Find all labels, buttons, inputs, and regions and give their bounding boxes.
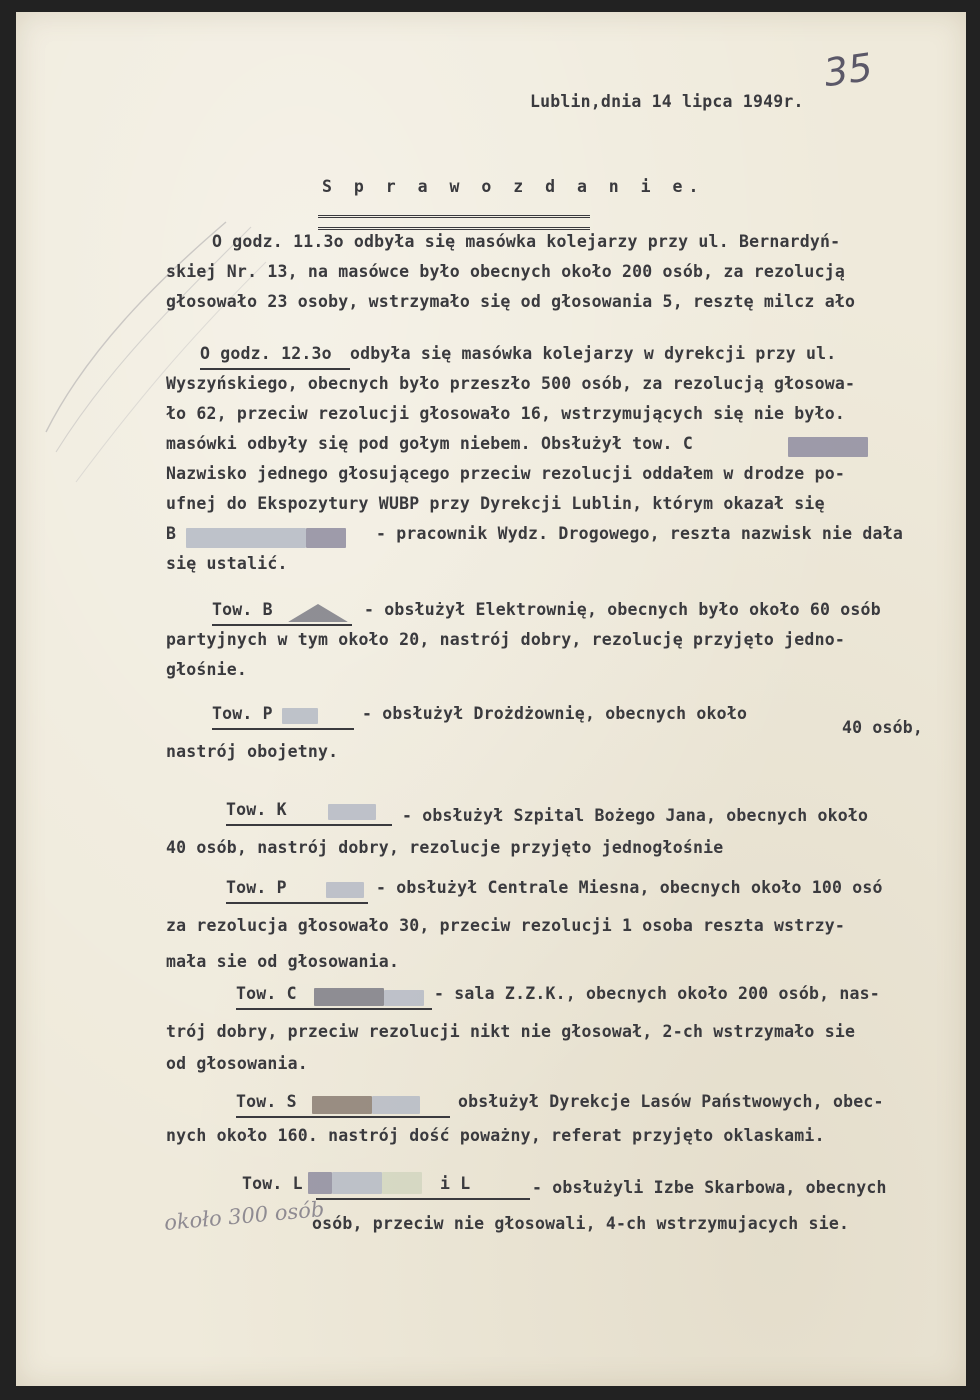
p2-line-4: masówki odbyły się pod gołym niebem. Obsłużył tow. C xyxy=(166,434,693,453)
document-title: S p r a w o z d a n i e. xyxy=(322,177,705,196)
p9-line-1: - obsłużyli Izbe Skarbowa, obecnych xyxy=(532,1178,887,1197)
redaction xyxy=(314,988,384,1006)
p6-line-3: mała sie od głosowania. xyxy=(166,952,400,971)
name-underline xyxy=(226,902,368,904)
name-underline xyxy=(226,824,392,826)
p2-line-5: Nazwisko jednego głosującego przeciw rezolucji oddałem w drodze po- xyxy=(166,464,845,483)
p2-line-2: Wyszyńskiego, obecnych było przeszło 500 osób, za rezolucją głosowa- xyxy=(166,374,856,393)
name-underline xyxy=(212,624,352,626)
p8-name: Tow. S xyxy=(236,1092,297,1111)
p5-line-2: 40 osób, nastrój dobry, rezolucje przyjęto jednogłośnie xyxy=(166,838,724,857)
p4-name: Tow. P xyxy=(212,704,273,723)
redaction xyxy=(332,1172,382,1194)
name-underline xyxy=(212,728,354,730)
date-line: Lublin,dnia 14 lipca 1949r. xyxy=(530,92,804,111)
p1-line-1: O godz. 11.3o odbyła się masówka kolejarzy przy ul. Bernardyń- xyxy=(212,232,841,251)
p2-line-6: ufnej do Ekspozytury WUBP przy Dyrekcji Lublin, którym okazał się xyxy=(166,494,825,513)
p8-line-2: nych około 160. nastrój dość poważny, referat przyjęto oklaskami. xyxy=(166,1126,825,1145)
p2-line-8: się ustalić. xyxy=(166,554,288,573)
redaction xyxy=(326,882,364,898)
title-underline xyxy=(318,215,590,230)
redaction xyxy=(186,528,306,548)
p8-line-1: obsłużył Dyrekcje Lasów Państwowych, obec- xyxy=(458,1092,884,1111)
p2-line-1: odbyła się masówka kolejarzy w dyrekcji przy ul. xyxy=(350,344,837,363)
redaction xyxy=(382,1172,422,1194)
redaction xyxy=(282,708,318,724)
p6-line-1: - obsłużył Centrale Miesna, obecnych około 100 osó xyxy=(376,878,883,897)
p4-line-1: - obsłużył Drożdżownię, obecnych około xyxy=(362,704,748,723)
p9-name-right: i L xyxy=(440,1174,471,1193)
document-page xyxy=(16,12,966,1386)
redaction xyxy=(288,604,348,622)
p9-line-2: osób, przeciw nie głosowali, 4-ch wstrzymujacych sie. xyxy=(312,1214,850,1233)
p2-lead: O godz. 12.3o xyxy=(200,344,332,363)
p3-line-2: partyjnych w tym około 20, nastrój dobry, rezolucję przyjęto jedno- xyxy=(166,630,845,649)
p4-line-2: nastrój obojetny. xyxy=(166,742,339,761)
p3-name: Tow. B xyxy=(212,600,273,619)
p7-line-2: trój dobry, przeciw rezolucji nikt nie głosował, 2-ch wstrzymało sie xyxy=(166,1022,856,1041)
p4-line-1-tail: 40 osób, xyxy=(842,718,924,737)
p1-line-2: skiej Nr. 13, na masówce było obecnych około 200 osób, za rezolucją xyxy=(166,262,845,281)
redaction xyxy=(788,437,868,457)
p3-line-3: głośnie. xyxy=(166,660,248,679)
p7-line-1: - sala Z.Z.K., obecnych około 200 osób, nas- xyxy=(434,984,880,1003)
p3-line-1: - obsłużył Elektrownię, obecnych było około 60 osób xyxy=(364,600,881,619)
p2-line-7-prefix: B xyxy=(166,524,177,543)
handwritten-margin-note: około 300 osób xyxy=(163,1197,326,1235)
name-underline xyxy=(236,1116,450,1118)
redaction xyxy=(372,1096,420,1114)
redaction xyxy=(308,1172,332,1194)
p7-name: Tow. C xyxy=(236,984,297,1003)
redaction xyxy=(384,990,424,1006)
p2-lead-underline xyxy=(200,368,350,370)
p5-line-1: - obsłużył Szpital Bożego Jana, obecnych około xyxy=(402,806,869,825)
p7-line-3: od głosowania. xyxy=(166,1054,308,1073)
page-number: 35 xyxy=(821,44,876,96)
p6-line-2: za rezolucja głosowało 30, przeciw rezolucji 1 osoba reszta wstrzy- xyxy=(166,916,845,935)
p2-line-3: ło 62, przeciw rezolucji głosowało 16, wstrzymujących się nie było. xyxy=(166,404,845,423)
p1-line-3: głosowało 23 osoby, wstrzymało się od głosowania 5, resztę milcz ało xyxy=(166,292,856,311)
p2-line-7: - pracownik Wydz. Drogowego, reszta nazwisk nie dała xyxy=(376,524,903,543)
name-underline xyxy=(236,1008,432,1010)
redaction xyxy=(328,804,376,820)
p9-name-left: Tow. L xyxy=(242,1174,303,1193)
name-underline xyxy=(316,1198,530,1200)
redaction xyxy=(312,1096,372,1114)
p6-name: Tow. P xyxy=(226,878,287,897)
p5-name: Tow. K xyxy=(226,800,287,819)
redaction xyxy=(306,528,346,548)
